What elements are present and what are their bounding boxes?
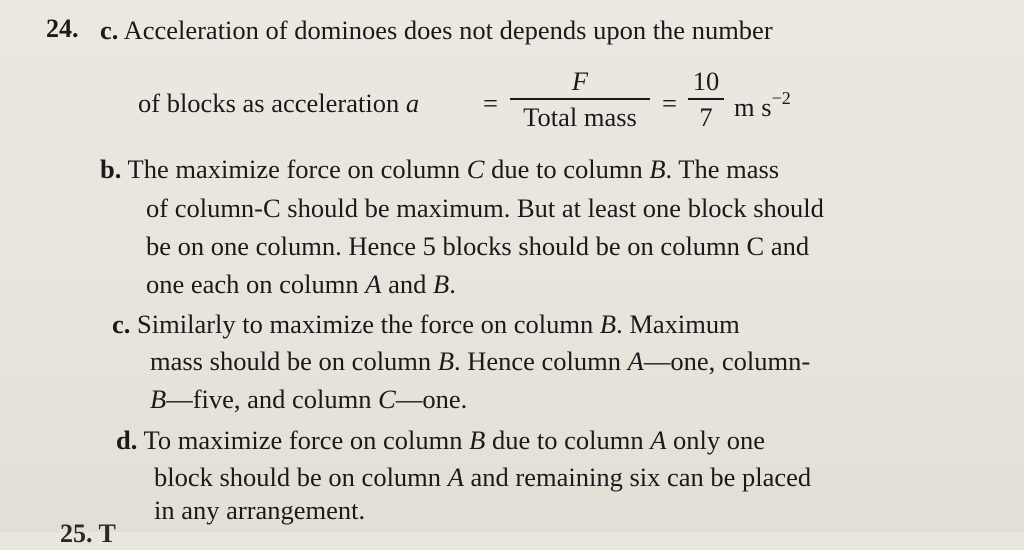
option-c-first-label: c. [100,15,119,45]
frac-denominator-total-mass: Total mass [523,102,637,132]
option-c-first-line [100,14,773,46]
equals-sign-2: = [662,88,677,118]
fraction-force-over-mass [510,66,650,132]
fraction-ten-over-seven [688,66,724,132]
option-c-line-1: c. Similarly to maximize the force on column B. Maximum [112,309,740,339]
option-d-line-3: in any arrangement. [154,495,366,525]
equals-sign-1: = [483,88,498,118]
frac-denominator-seven: 7 [699,102,713,132]
option-d-line-2: block should be on column A and remaining six can be placed [154,462,812,492]
option-b-line-1: b. The maximize force on column C due to column B. The mass [100,154,780,184]
formula-prefix: of blocks as acceleration a [138,88,420,118]
frac-numerator-force: F [571,66,589,96]
option-d-line-1: d. To maximize force on column B due to column A only one [116,425,766,455]
frac-numerator-ten: 10 [692,66,720,96]
option-c-label: c. [112,309,131,339]
option-c-line-3: B—five, and column C—one. [150,384,468,414]
option-d-label: d. [116,425,138,455]
acceleration-unit: m $s^{-2}$ [734,88,791,122]
option-c-first-text: Acceleration of dominoes does not depends upon the number [123,15,773,45]
option-c-line-2: mass should be on column B. Hence column A—one, column- [150,346,811,376]
next-question-fragment: 25. T [60,519,116,548]
option-b-label: b. [100,154,122,184]
question-number: 24. [46,14,79,43]
option-b-line-3: be on one column. Hence 5 blocks should be on column C and [146,231,810,261]
fraction-bar [688,98,724,100]
unit-exponent: −2 [771,88,791,108]
option-b-line-4: one each on column A and B. [146,269,456,299]
option-b-line-2: of column-C should be maximum. But at least one block should [146,193,824,223]
fraction-bar [510,98,650,100]
